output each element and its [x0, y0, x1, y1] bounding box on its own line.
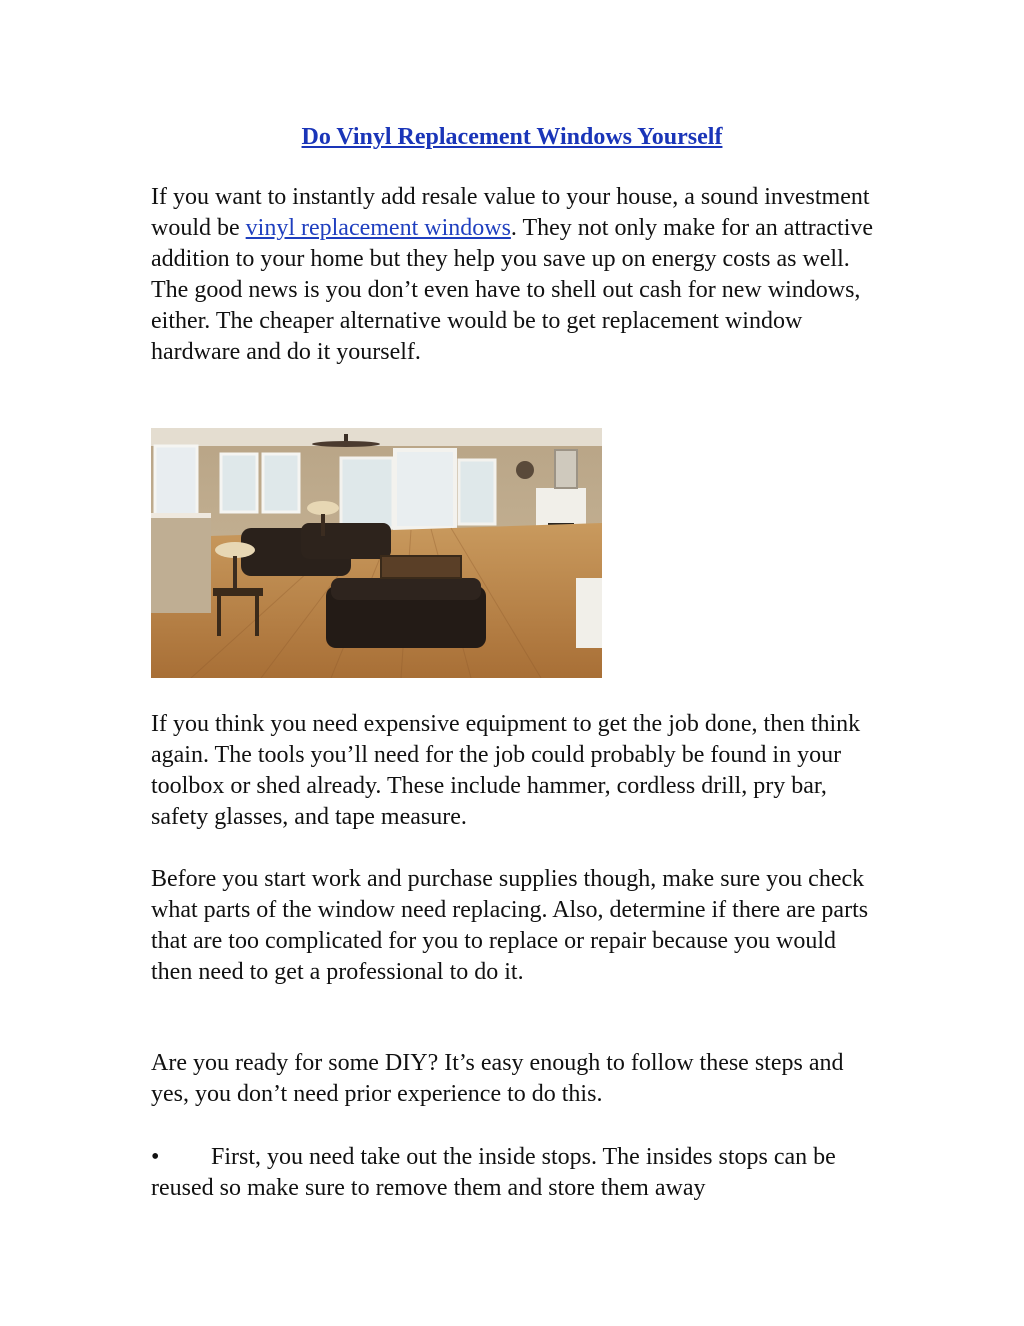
tools-paragraph: If you think you need expensive equipment to get the job done, then think again. The tools you’ll need for the job could probably be found in your toolbox or shed already. These include hammer, cordless drill, pry bar, safety glasses, and tape measure.	[151, 711, 861, 830]
living-room-photo	[151, 428, 602, 678]
page-title	[0, 120, 1024, 154]
intro-paragraph	[151, 182, 881, 368]
bullet-icon: •	[151, 1144, 160, 1170]
intro-text-after: . They not only make for an attractive addition to your home but they help you save up on energy costs as well. The good news is you don’t even have to shell out cash for new windows, either. The cheaper alternative would be to get replacement window hardware and do it yourself.	[151, 215, 874, 365]
living-room-illustration	[151, 428, 602, 678]
vinyl-windows-link[interactable]: vinyl replacement windows	[245, 215, 511, 241]
list-item	[151, 1142, 881, 1204]
bullet-text: First, you need take out the inside stops. The insides stops can be reused so make sure to remove them and store them away	[151, 1144, 836, 1201]
diy-paragraph: Are you ready for some DIY? It’s easy enough to follow these steps and yes, you don’t need prior experience to do this.	[151, 1050, 844, 1107]
supplies-paragraph: Before you start work and purchase supplies though, make sure you check what parts of the window need replacing. Also, determine if there are parts that are too complicated for you to replace or repair because you would then need to get a professional to do it.	[151, 866, 869, 985]
title-link[interactable]: Do Vinyl Replacement Windows Yourself	[301, 124, 723, 150]
intro-text-before: If you want to instantly add resale value to your house, a sound investment would be	[151, 184, 870, 241]
